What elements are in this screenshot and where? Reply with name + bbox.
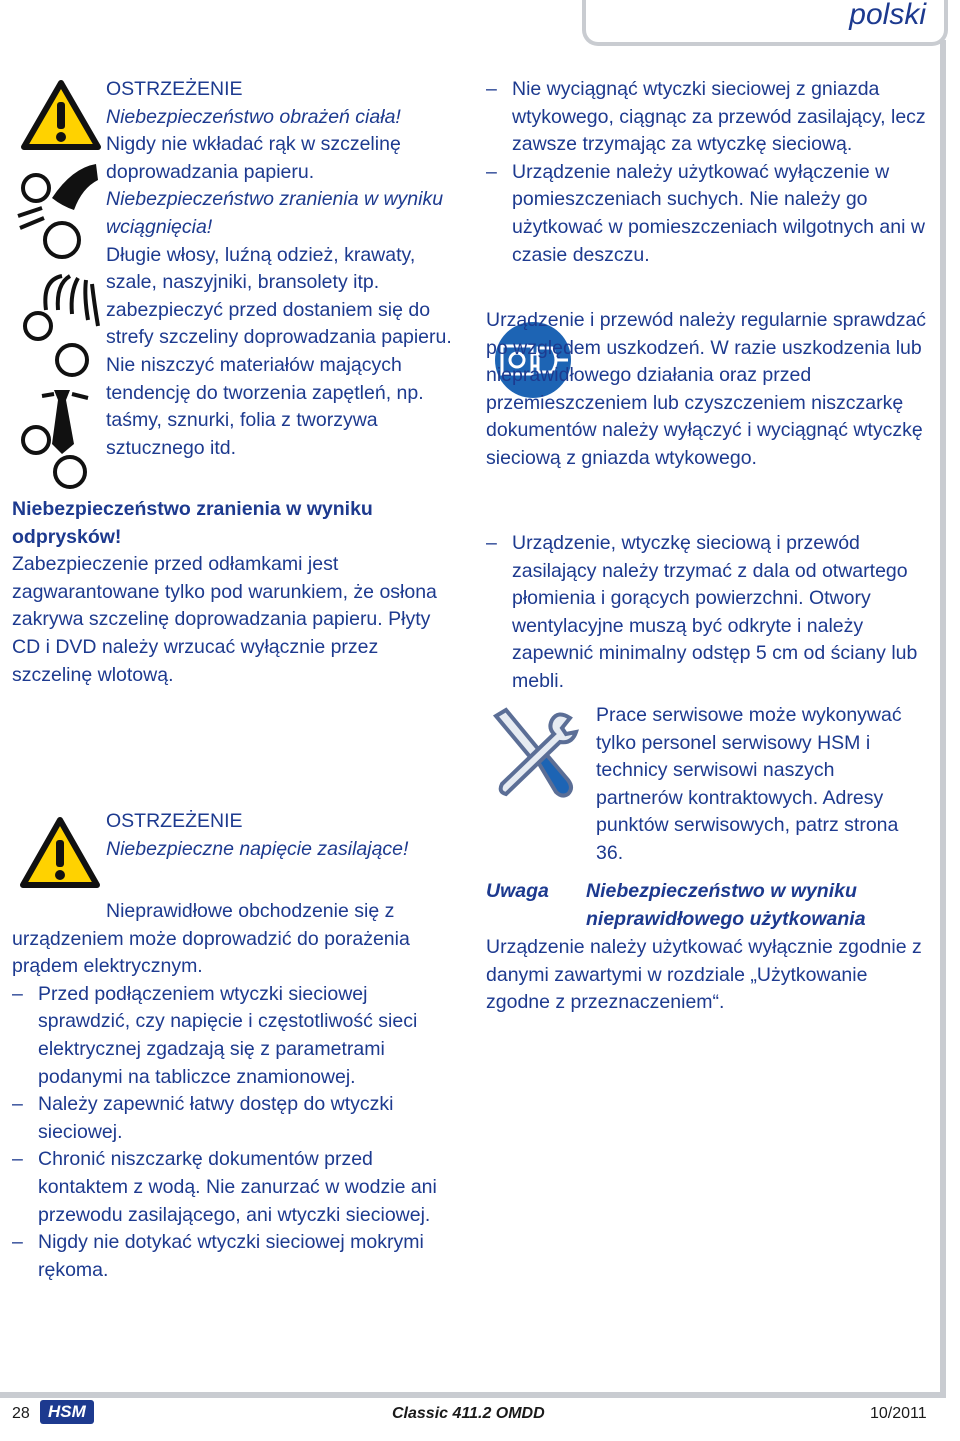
list-item: – Nie wyciągnąć wtyczki sieciowej z gniazda wtykowego, ciągnąc za przewód zasilający, lecz zawsze trzymając za wtyczkę sieciową. [486,76,930,159]
warning1-text2: Długie włosy, luźną odzież, krawaty, szale, naszyjniki, bransolety itp. zabezpieczyć przed dostaniem się do strefy szczeliny doprowadzania papieru. Nie niszczyć materiałów mających tendencję do tworzenia zapętleń, np. taśmy, sznurki, folia z tworzywa sztucznego itd. [106,243,452,459]
warning1-sub1: Niebezpieczeństwo obrażeń ciała! [106,105,401,128]
note-text: Urządzenie należy użytkować wyłącznie zgodnie z danymi zawartymi w rozdziale „Użytkowanie zgodne z przeznaczeniem“. [486,936,922,1014]
warning1-text1: Nigdy nie wkładać rąk w szczelinę doprowadzania papieru. [106,133,401,183]
note-label: Uwaga [486,880,549,902]
list-item: – Należy zapewnić łatwy dostęp do wtyczki sieciowej. [12,1091,458,1146]
warning2-body [12,898,458,1284]
warning2-heading: OSTRZEŻENIE [106,810,243,832]
hair-in-gears-icon [12,270,102,380]
splinters-block [12,496,452,689]
splinters-title: Niebezpieczeństwo zranienia w wyniku odprysków! [12,498,373,548]
warning2-head-block [106,808,456,863]
warning1-heading: OSTRZEŻENIE [106,78,243,100]
note-title-block [586,878,930,933]
list-item: – Urządzenie, wtyczkę sieciową i przewód zasilający należy trzymać z dala od otwartego płomienia i gorących powierzchni. Otwory wentylacyjne muszą być odkryte i należy zapewnić minimalny odstęp 5 cm od ściany lub mebli. [486,530,930,696]
right-list2 [486,530,930,696]
warning-triangle-icon [20,78,102,152]
list-item: – Nigdy nie dotykać wtyczki sieciowej mokrymi rękoma. [12,1229,458,1284]
warning-triangle-icon [18,815,102,891]
inspect-block [486,307,930,473]
frame-right-line [940,40,946,1395]
screwdriver-wrench-icon [486,704,582,800]
frame-bottom-line [0,1392,946,1398]
inspect-text: Urządzenie i przewód należy regularnie sprawdzać po względem uszkodzeń. W razie uszkodzenia lub nieprawidłowego działania oraz przed przemieszczeniem lub czyszczeniem niszczarkę dokumentów należy wyłączyć i wyciągnąć wtyczkę sieciową z gniazda wtykowego. [486,309,927,469]
model-name: Classic 411.2 OMDD [392,1405,545,1422]
brand-logo: HSM [40,1400,94,1424]
right-list1 [486,76,930,269]
service-text: Prace serwisowe może wykonywać tylko personel serwisowy HSM i technicy serwisowi naszych partnerów kontraktowych. Adresy punktów serwisowych, patrz strona 36. [596,704,902,864]
tie-in-gears-icon [12,382,102,492]
splinters-text: Zabezpieczenie przed odłamkami jest zagwarantowane tylko pod warunkiem, że osłona zakrywa szczelinę doprowadzania papieru. Płyty CD i DVD należy wrzucać wyłącznie przez szczelinę wlotową. [12,553,437,686]
list-item: – Chronić niszczarkę dokumentów przed kontaktem z wodą. Nie zanurzać w wodzie ani przewodu zasilającego, ani wtyczki sieciowej. [12,1146,458,1229]
language-label: polski [849,0,926,31]
list-item: – Urządzenie należy użytkować wyłączenie w pomieszczeniach suchych. Nie należy go użytkować w pomieszczeniach wilgotnych ani w czasie deszczu. [486,159,930,269]
warning2-text: Nieprawidłowe obchodzenie się z urządzeniem może doprowadzić do porażenia prądem elektrycznym. [12,900,410,978]
hand-in-gears-icon [12,158,102,268]
note-title: Niebezpieczeństwo w wyniku nieprawidłowego użytkowania [586,880,866,930]
warning1-block [106,76,466,462]
warning1-sub2: Niebezpieczeństwo zranienia w wyniku wciągnięcia! [106,188,444,238]
list-item: – Przed podłączeniem wtyczki sieciowej sprawdzić, czy napięcie i częstotliwość sieci elektrycznej zgadzają się z parametrami podanymi na tabliczce znamionowej. [12,981,458,1091]
language-tab [582,0,948,46]
note-label-block [486,878,582,906]
service-block [596,702,926,868]
note-text-block [486,934,926,1017]
warning2-sub: Niebezpieczne napięcie zasilające! [106,837,409,860]
edition-date: 10/2011 [870,1405,927,1422]
page-number: 28 [12,1405,30,1422]
